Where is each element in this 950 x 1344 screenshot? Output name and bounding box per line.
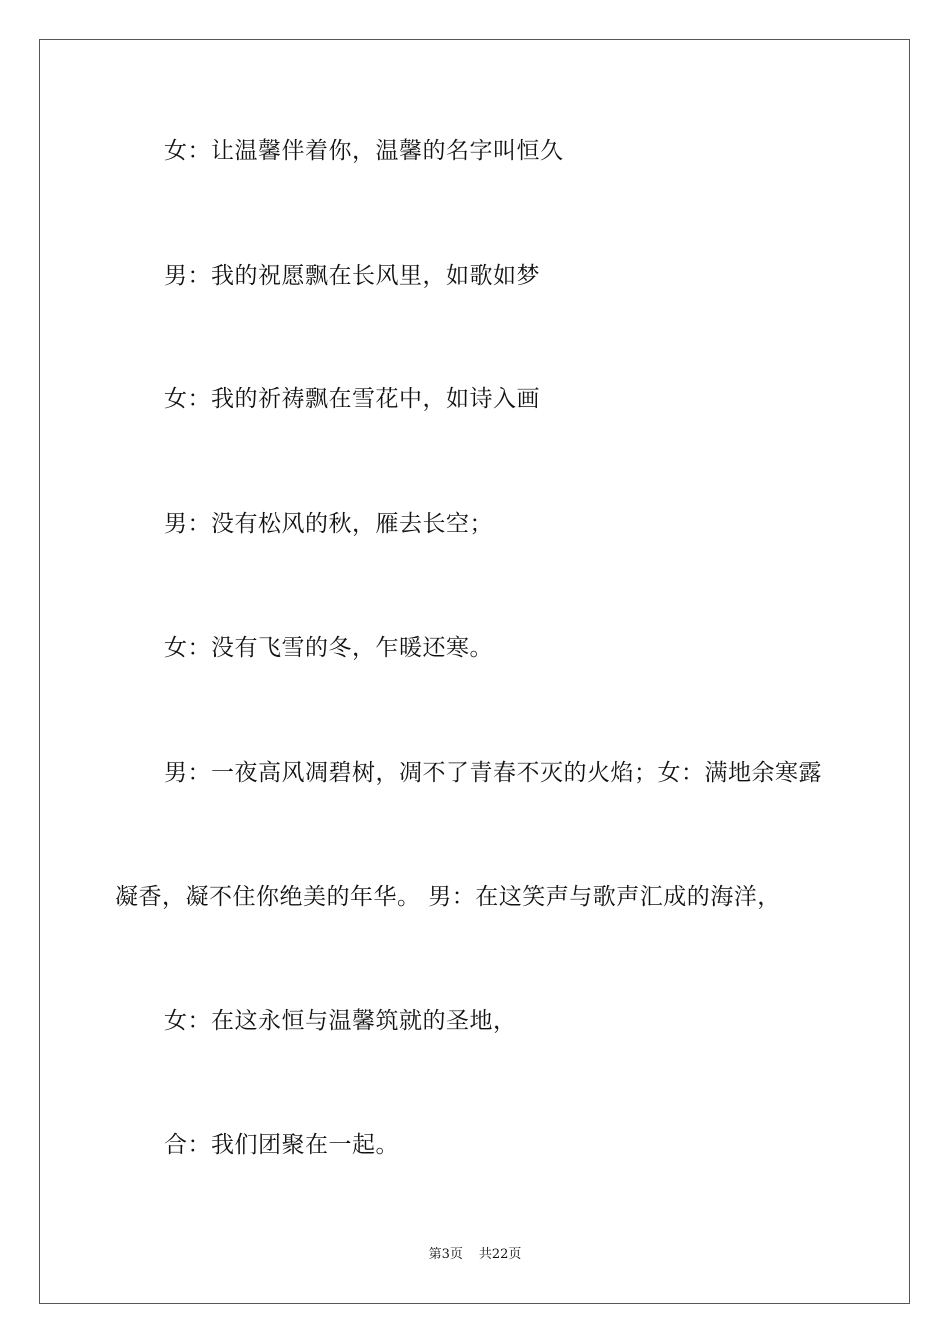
text-line-5: 女：没有飞雪的冬，乍暖还寒。 xyxy=(164,635,493,661)
text-line-8: 女：在这永恒与温馨筑就的圣地， xyxy=(164,1008,517,1034)
text-line-1: 女：让温馨伴着你，温馨的名字叫恒久 xyxy=(164,138,564,164)
text-line-7: 凝香，凝不住你绝美的年华。 男：在这笑声与歌声汇成的海洋， xyxy=(115,884,781,910)
text-line-2: 男：我的祝愿飘在长风里，如歌如梦 xyxy=(164,263,540,289)
text-line-3: 女：我的祈祷飘在雪花中，如诗入画 xyxy=(164,386,540,412)
text-line-9: 合：我们团聚在一起。 xyxy=(164,1132,399,1158)
page-number: 第3页 xyxy=(428,1247,463,1262)
text-line-4: 男：没有松风的秋，雁去长空； xyxy=(164,511,493,537)
page-border xyxy=(39,39,910,1304)
page-total: 共22页 xyxy=(478,1247,522,1262)
page-footer xyxy=(0,1246,950,1264)
text-line-6: 男：一夜高风凋碧树，凋不了青春不灭的火焰；女：满地余寒露 xyxy=(164,760,822,786)
